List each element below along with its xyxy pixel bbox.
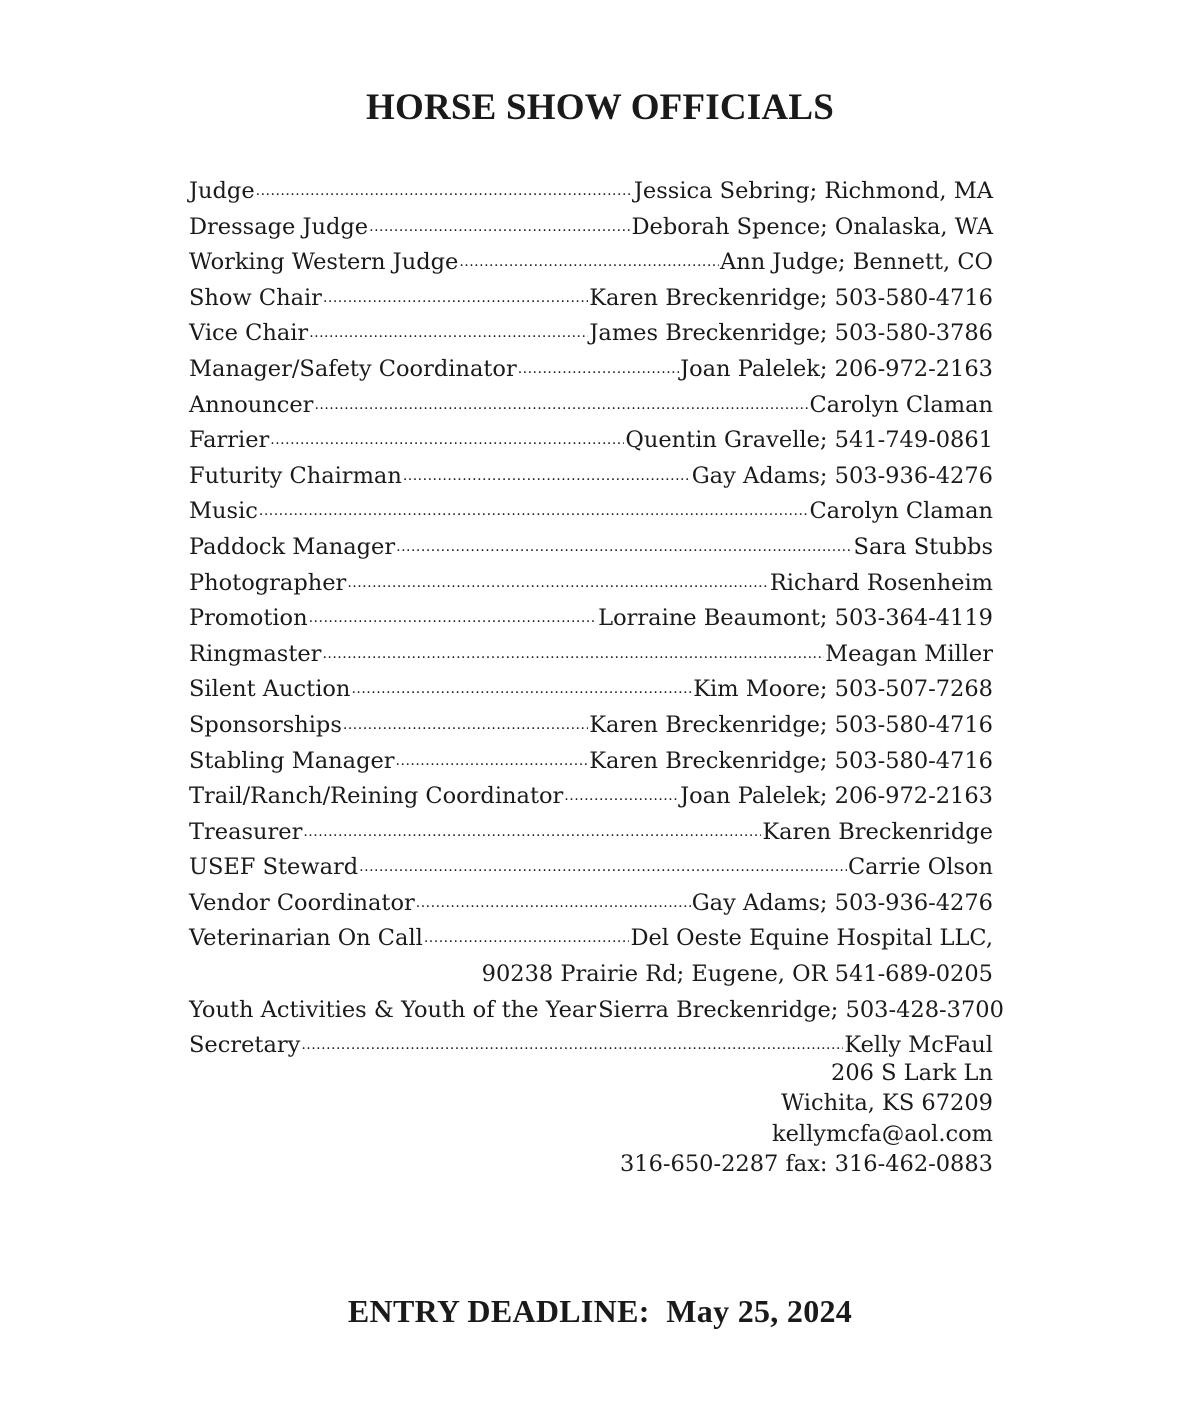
official-value: Carolyn Claman [809,391,993,418]
official-value: Quentin Gravelle; 541-749-0861 [625,427,993,454]
official-value: Lorraine Beaumont; 503-364-4119 [598,605,993,632]
official-value: Meagan Miller [825,640,993,667]
dot-leader [396,741,589,780]
official-role: Ringmaster [189,640,322,667]
secretary-email: kellymcfa@aol.com [771,1120,993,1147]
dot-leader [259,491,809,530]
official-row-sponsorships [189,708,993,744]
official-value: Carolyn Claman [809,498,993,525]
official-role: Paddock Manager [189,533,396,560]
official-row-vice-chair [189,316,993,352]
official-row-judge [189,174,993,210]
dot-leader [396,527,852,566]
official-role: Sponsorships [189,711,342,738]
dot-leader [518,349,679,388]
official-value: Kelly McFaul [844,1032,993,1059]
official-row-working-western-judge [189,245,993,281]
official-role: Working Western Judge [189,249,459,276]
official-role: Vendor Coordinator [189,889,415,916]
dot-leader [424,918,630,957]
official-row-futurity-chairman [189,459,993,495]
official-role: Veterinarian On Call [189,925,423,952]
official-value: Sierra Breckenridge; 503-428-3700 [598,996,1004,1023]
dot-leader [270,420,624,459]
secretary-city-state-zip: Wichita, KS 67209 [781,1090,993,1117]
dot-leader [403,456,691,495]
official-value: Sara Stubbs [853,533,993,560]
dot-leader [343,705,588,744]
official-row-promotion [189,601,993,637]
dot-leader [314,385,808,424]
secretary-phone-fax: 316-650-2287 fax: 316-462-0883 [619,1151,993,1178]
dot-leader [359,847,847,886]
dot-leader [369,207,630,246]
dot-leader [416,883,691,922]
dot-leader [459,242,719,281]
official-value: Joan Palelek; 206-972-2163 [680,355,993,382]
dot-leader [309,313,588,352]
official-row-music [189,494,993,530]
official-value: Deborah Spence; Onalaska, WA [631,213,993,240]
official-role: Announcer [189,391,314,418]
official-value: James Breckenridge; 503-580-3786 [589,320,993,347]
official-row-ringmaster [189,637,993,673]
official-role: Farrier [189,427,270,454]
official-row-paddock-manager [189,530,993,566]
dot-leader [309,598,598,637]
dot-leader [256,171,633,210]
official-value: Del Oeste Equine Hospital LLC, [630,925,993,952]
page-title: HORSE SHOW OFFICIALS [366,87,834,128]
official-role: Music [189,498,258,525]
official-role: Manager/Safety Coordinator [189,355,517,382]
official-role: Secretary [189,1032,301,1059]
dot-leader [347,563,769,602]
dot-leader [323,278,588,317]
official-role: Stabling Manager [189,747,395,774]
secretary-street: 206 S Lark Ln [831,1059,993,1086]
official-role: Trail/Ranch/Reining Coordinator [189,783,564,810]
veterinarian-address: 90238 Prairie Rd; Eugene, OR 541-689-0205 [481,961,993,988]
official-value: Kim Moore; 503-507-7268 [693,676,993,703]
official-row-veterinarian-on-call [189,921,993,957]
official-row-treasurer [189,815,993,851]
official-row-photographer [189,566,993,602]
official-value: Karen Breckenridge; 503-580-4716 [589,747,993,774]
official-row-farrier [189,423,993,459]
official-role: Photographer [189,569,347,596]
officials-list [189,174,1004,1180]
official-row-stabling-manager [189,744,993,780]
official-value: Karen Breckenridge [762,818,993,845]
official-value: Richard Rosenheim [769,569,993,596]
dot-leader [322,634,824,673]
official-role: Silent Auction [189,676,351,703]
official-value: Ann Judge; Bennett, CO [720,249,993,276]
official-row-trail-ranch-reining-coordinator [189,779,993,815]
official-role: Show Chair [189,284,322,311]
official-value: Gay Adams; 503-936-4276 [691,462,993,489]
official-role: Dressage Judge [189,213,369,240]
official-value: Gay Adams; 503-936-4276 [691,889,993,916]
official-row-vendor-coordinator [189,886,993,922]
official-row-silent-auction [189,672,993,708]
official-role: Vice Chair [189,320,309,347]
official-value: Jessica Sebring; Richmond, MA [633,178,993,204]
official-role: Promotion [189,605,308,632]
official-row-dressage-judge [189,210,993,246]
dot-leader [301,1025,843,1064]
official-row-announcer [189,388,993,424]
official-role: Youth Activities & Youth of the Year [189,996,597,1023]
official-row-usef-steward [189,850,993,886]
official-role: Judge [189,178,255,204]
official-role: Futurity Chairman [189,462,402,489]
official-value: Joan Palelek; 206-972-2163 [680,783,993,810]
official-row-manager-safety-coordinator [189,352,993,388]
official-role: Treasurer [189,818,303,845]
official-value: Karen Breckenridge; 503-580-4716 [589,284,993,311]
dot-leader [351,669,692,708]
official-role: USEF Steward [189,854,359,881]
official-value: Carrie Olson [847,854,993,881]
official-value: Karen Breckenridge; 503-580-4716 [589,711,993,738]
dot-leader [564,776,679,815]
dot-leader [303,812,761,851]
entry-deadline: ENTRY DEADLINE: May 25, 2024 [347,1293,853,1329]
official-row-youth-activities [189,993,1004,1029]
official-row-show-chair [189,281,993,317]
